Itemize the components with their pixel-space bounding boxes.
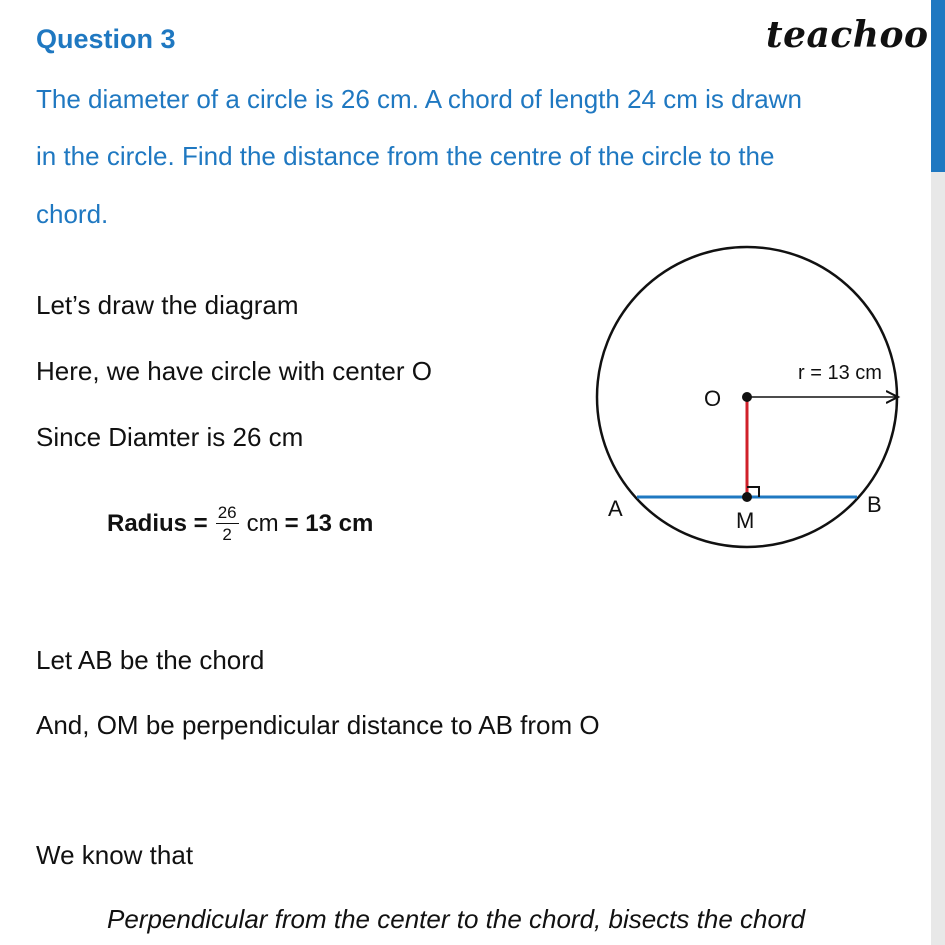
scrollbar-thumb[interactable]: [931, 0, 945, 172]
text-chord: Let AB be the chord: [36, 645, 265, 675]
label-b: B: [867, 492, 882, 517]
text-theorem: Perpendicular from the center to the chord, bisects the chord: [107, 904, 806, 934]
radius-unit: cm: [246, 510, 279, 537]
radius-fraction: [216, 504, 239, 544]
circle-diagram: [590, 240, 920, 560]
question-line-3: chord.: [36, 199, 109, 229]
point-m: [742, 492, 752, 502]
label-a: A: [608, 496, 623, 521]
fraction-denominator: 2: [222, 525, 232, 544]
text-we-know: We know that: [36, 840, 194, 870]
question-title: Question 3: [36, 24, 176, 54]
label-m: M: [736, 508, 755, 533]
radius-result: = 13 cm: [284, 510, 374, 537]
fraction-numerator: 26: [217, 503, 237, 522]
brand-logo: teachoo: [766, 14, 929, 56]
point-o: [742, 392, 752, 402]
scrollbar[interactable]: [931, 0, 945, 945]
radius-label: Radius =: [107, 510, 208, 537]
text-draw-diagram: Let’s draw the diagram: [36, 290, 299, 320]
text-diameter: Since Diamter is 26 cm: [36, 422, 304, 452]
question-line-1: The diameter of a circle is 26 cm. A chord of length 24 cm is drawn: [36, 84, 802, 114]
question-line-2: in the circle. Find the distance from the centre of the circle to the: [36, 141, 775, 171]
text-perpendicular: And, OM be perpendicular distance to AB from O: [36, 710, 600, 740]
radius-value-label: r = 13 cm: [798, 362, 882, 384]
radius-equation: [107, 504, 373, 544]
text-circle-center: Here, we have circle with center O: [36, 356, 432, 386]
label-o: O: [704, 386, 722, 411]
